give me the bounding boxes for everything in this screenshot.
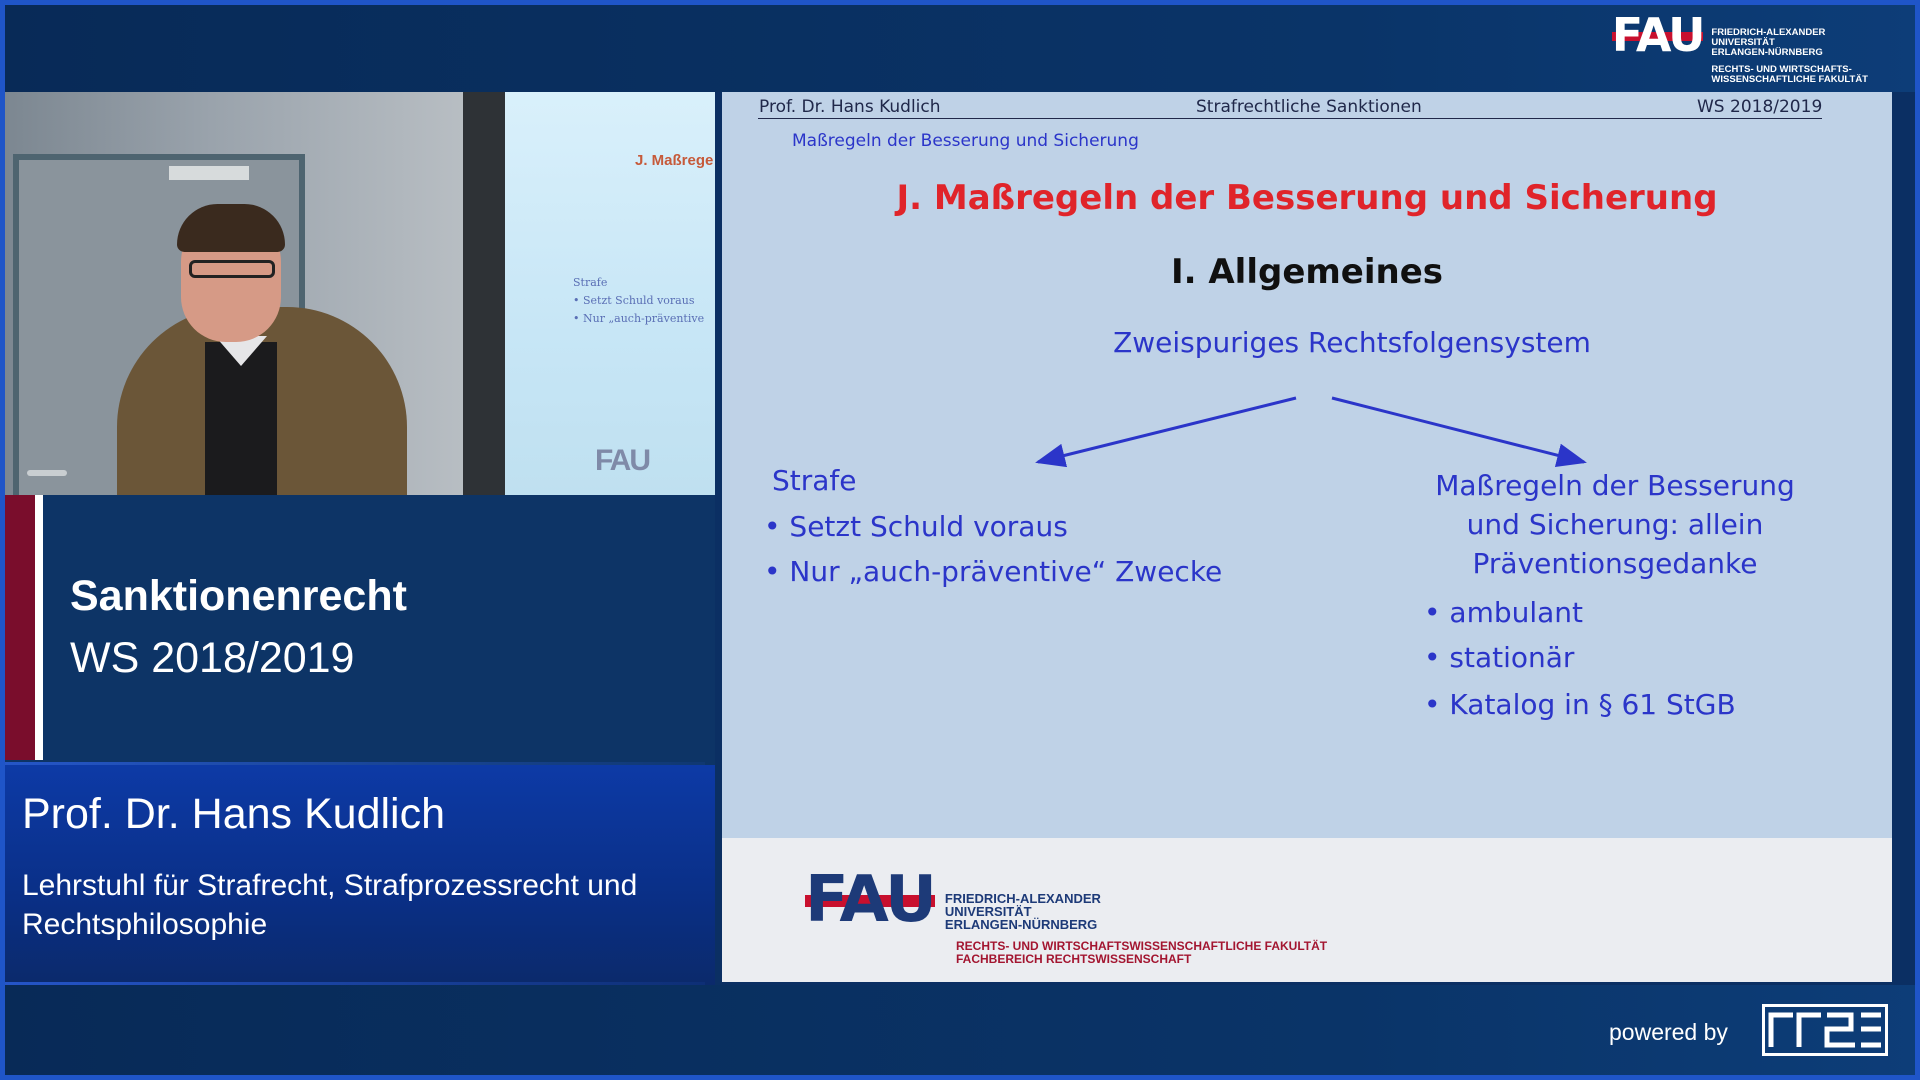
fau-logo: FAU FRIEDRICH-ALEXANDER UNIVERSITÄT ERLANGEN-NÜRNBERG RECHTS- UND WIRTSCHAFTS- WISSENSCHAFTLICHE FAKULTÄT	[1611, 8, 1868, 85]
course-title: Sanktionenrecht	[70, 572, 407, 620]
slide-header-title: Strafrechtliche Sanktionen	[1196, 97, 1422, 117]
lecturer-name: Prof. Dr. Hans Kudlich	[22, 790, 446, 838]
glasses-icon	[189, 260, 275, 278]
course-term: WS 2018/2019	[70, 634, 355, 682]
arrow-right	[1332, 398, 1584, 462]
slide-header-term: WS 2018/2019	[1697, 97, 1823, 117]
left-branch-title: Strafe	[772, 464, 857, 497]
slide-header-author: Prof. Dr. Hans Kudlich	[759, 97, 941, 117]
slide-faculty: RECHTS- UND WIRTSCHAFTSWISSENSCHAFTLICHE FAKULTÄT FACHBEREICH RECHTSWISSENSCHAFT	[956, 939, 1328, 966]
video-board-logo: FAU	[595, 444, 649, 477]
arrow-left	[1038, 398, 1296, 462]
slide-subheading: I. Allgemeines	[1170, 252, 1444, 292]
slide-breadcrumb: Maßregeln der Besserung und Sicherung	[792, 131, 1139, 151]
video-board-item: Strafe	[573, 276, 608, 289]
video-board-item: • Setzt Schuld voraus	[573, 294, 695, 307]
video-board-item: • Nur „auch-präventive	[573, 312, 705, 325]
slide-center-label: Zweispuriges Rechtsfolgensystem	[1113, 326, 1591, 359]
right-branch-title: Maßregeln der Besserung und Sicherung: allein Präventionsgedanke	[1435, 469, 1795, 580]
slide-heading: J. Maßregeln der Besserung und Sicherung	[896, 178, 1718, 218]
lecture-video	[5, 92, 715, 495]
lecturer-chair: Lehrstuhl für Strafrecht, Strafprozessrecht und Rechtsphilosophie	[22, 869, 638, 941]
video-board-title: J. Maßrege	[635, 152, 714, 169]
rrze-logo-icon	[1762, 1004, 1888, 1056]
left-branch-item: • Nur „auch-präventive“ Zwecke	[764, 555, 1223, 588]
left-branch-item: • Setzt Schuld voraus	[764, 510, 1068, 543]
fau-wordmark: FAU	[805, 863, 935, 937]
fau-wordmark: FAU	[1611, 8, 1704, 62]
right-branch-item: • stationär	[1424, 641, 1575, 674]
slide-fau-logo: FAU FRIEDRICH-ALEXANDER UNIVERSITÄT ERLANGEN-NÜRNBERG	[805, 863, 1101, 937]
right-branch-item: • Katalog in § 61 StGB	[1424, 688, 1736, 721]
powered-by-label: powered by	[1609, 1019, 1728, 1045]
course-panel	[5, 495, 715, 765]
right-branch-item: • ambulant	[1424, 596, 1584, 629]
